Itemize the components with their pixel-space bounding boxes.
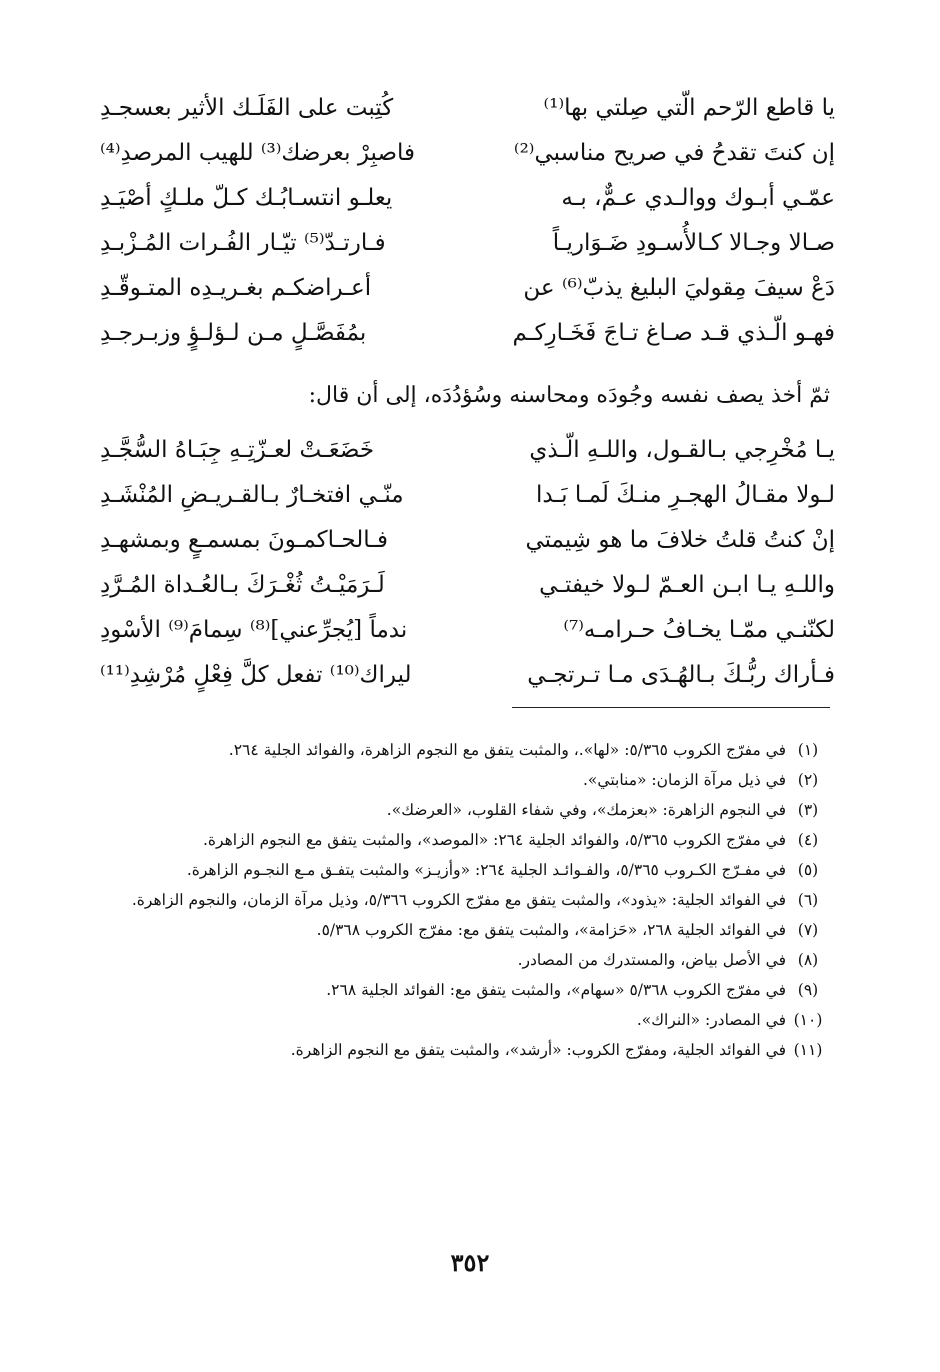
verse-9-second-hemistich: فـالحـاكمـونَ بمسمـعٍ وبمشهـدِ [100, 527, 388, 553]
poem-section-2 [100, 428, 835, 698]
verse-1-first-hemistich: يا قاطع الرّحم الّتي صِلتي بها⁽¹⁾ [543, 95, 835, 121]
footnote-number: (٣) [797, 801, 819, 819]
verse-12-second-hemistich: ليراك⁽¹⁰⁾ تفعل كلَّ فِعْلٍ مُرْشِدِ⁽¹¹⁾ [100, 662, 412, 688]
verse-9-first-hemistich: إنْ كنتُ قلتُ خلافَ ما هو شِيمتي [525, 527, 835, 553]
footnote-text: في الفوائد الجلية: «يذود»، والمثبت يتفق مع مفرّج الكروب ٥/٣٦٦، وذيل مرآة الزمان، والنجوم الزاهرة. [131, 891, 786, 909]
footnote [100, 1035, 830, 1065]
footnote-text: في مفـرّج الكـروب ٥/٣٦٥، والفـوائـد الجلية ٢٦٤: «وأزيـز» والمثبت يتفـق مـع النجـوم الزاهرة. [186, 861, 786, 879]
verse-10-first-hemistich: واللـهِ يـا ابـن العـمّ لـولا خيفتـي [539, 572, 835, 598]
footnote-number: (٥) [797, 861, 819, 879]
footnote-text: في المصادر: «النراك». [636, 1011, 786, 1029]
prose-transition: ثمّ أخذ يصف نفسه وجُودَه ومحاسنه وسُؤدُدَه، إلى أن قال: [308, 383, 830, 408]
footnote-number: (١٠) [793, 1011, 823, 1029]
verse-10-second-hemistich: لَـرَمَيْـتُ ثُغْـرَكَ بـالعُـداة المُـرَّدِ [100, 572, 385, 598]
verse-4-first-hemistich: صـالا وجـالا كـالأُسـودِ ضَـوَاريـاً [552, 230, 835, 256]
footnote [100, 975, 830, 1005]
page-number: ٣٥٢ [450, 1248, 490, 1277]
footnote-number: (١) [797, 741, 819, 759]
footnote-number: (١١) [793, 1041, 823, 1059]
verse-2-first-hemistich: إن كنتَ تقدحُ في صريح مناسبي⁽²⁾ [513, 140, 835, 166]
footnote [100, 765, 830, 795]
footnote-number: (٨) [797, 951, 819, 969]
footnote [100, 735, 830, 765]
verse-7-second-hemistich: خَضَعَـتْ لعـزّتِـهِ جِبَـاهُ السُّجَّـدِ [100, 437, 375, 463]
verse-4-second-hemistich: فـارتـدّ⁽⁵⁾ تيّـار الفُـرات المُـزْبـدِ [100, 230, 386, 256]
footnote-text: في مفرّج الكروب ٥/٣٦٨ «سهام»، والمثبت يتفق مع: الفوائد الجلية ٢٦٨. [326, 981, 786, 999]
verse-11-second-hemistich: ندماً [يُجرِّعني]⁽⁸⁾ سِمامَ⁽⁹⁾ الأسْودِ [100, 617, 408, 643]
footnote [100, 855, 830, 885]
footnote-number: (٩) [797, 981, 819, 999]
verse-2-second-hemistich: فاصبِرْ بعرضك⁽³⁾ للهيب المرصدِ⁽⁴⁾ [100, 140, 416, 166]
footnote-text: في الأصل بياض، والمستدرك من المصادر. [517, 951, 786, 969]
footnote-number: (٤) [797, 831, 819, 849]
verse-5-second-hemistich: أعـراضكـم بغـريـدِه المتـوقّـدِ [100, 275, 372, 301]
poem-section-1 [100, 86, 835, 356]
verse-11-first-hemistich: لكنّنـي ممّـا يخـافُ حـرامـه⁽⁷⁾ [563, 617, 835, 643]
verse-3-first-hemistich: عمّـي أبـوك ووالـدي عـمٌّ، بـه [561, 185, 835, 211]
footnote-number: (٧) [797, 921, 819, 939]
verse-6-first-hemistich: فهـو الّـذي قـد صـاغ تـاجَ فَخَـارِكـم [512, 320, 835, 346]
footnote-text: في مفرّج الكروب ٥/٣٦٥: «لها».، والمثبت يتفق مع النجوم الزاهرة، والفوائد الجلية ٢٦٤. [228, 741, 786, 759]
footnote-text: في النجوم الزاهرة: «بعزمك»، وفي شفاء القلوب، «العرضك». [386, 801, 786, 819]
footnote-number: (٦) [797, 891, 819, 909]
footnote-text: في الفوائد الجلية ٢٦٨، «حَزامة»، والمثبت يتفق مع: مفرّج الكروب ٥/٣٦٨. [316, 921, 786, 939]
footnote [100, 1005, 830, 1035]
footnote-divider [512, 707, 830, 708]
footnote [100, 825, 830, 855]
verse-6-second-hemistich: بمُفَصَّـلٍ مـن لـؤلـؤٍ وزبـرجـدِ [100, 320, 367, 346]
verse-5-first-hemistich: دَعْ سيفَ مِقوليَ البليغ يذبّ⁽⁶⁾ عن [523, 275, 835, 301]
verse-12-first-hemistich: فـأراك ربُّـكَ بـالهُـدَى مـا تـرتجـي [527, 662, 835, 688]
footnote [100, 885, 830, 915]
verse-7-first-hemistich: يـا مُخْرِجي بـالقـول، واللـهِ الّـذي [529, 437, 835, 463]
footnote-text: في الفوائد الجلية، ومفرّج الكروب: «أرشد»، والمثبت يتفق مع النجوم الزاهرة. [290, 1041, 786, 1059]
footnote [100, 915, 830, 945]
verse-3-second-hemistich: يعلـو انتسـابُـك كـلّ ملـكٍ أصْيَـدِ [100, 185, 393, 211]
footnote [100, 795, 830, 825]
footnote-text: في مفرّج الكروب ٥/٣٦٥، والفوائد الجلية ٢٦٤: «الموصد»، والمثبت يتفق مع النجوم الزاهرة. [203, 831, 786, 849]
footnote-text: في ذيل مرآة الزمان: «منابتي». [583, 771, 786, 789]
verse-8-second-hemistich: منّـي افتخـارٌ بـالقـريـضِ المُنْشَـدِ [100, 482, 404, 508]
verse-8-first-hemistich: لـولا مقـالُ الهجـرِ منـكَ لَمـا بَـدا [535, 482, 835, 508]
footnotes [100, 735, 830, 1065]
verse-1-second-hemistich: كُتِبت على الفَلَـك الأثير بعسجـدِ [100, 95, 394, 121]
footnote-number: (٢) [797, 771, 819, 789]
footnote [100, 945, 830, 975]
